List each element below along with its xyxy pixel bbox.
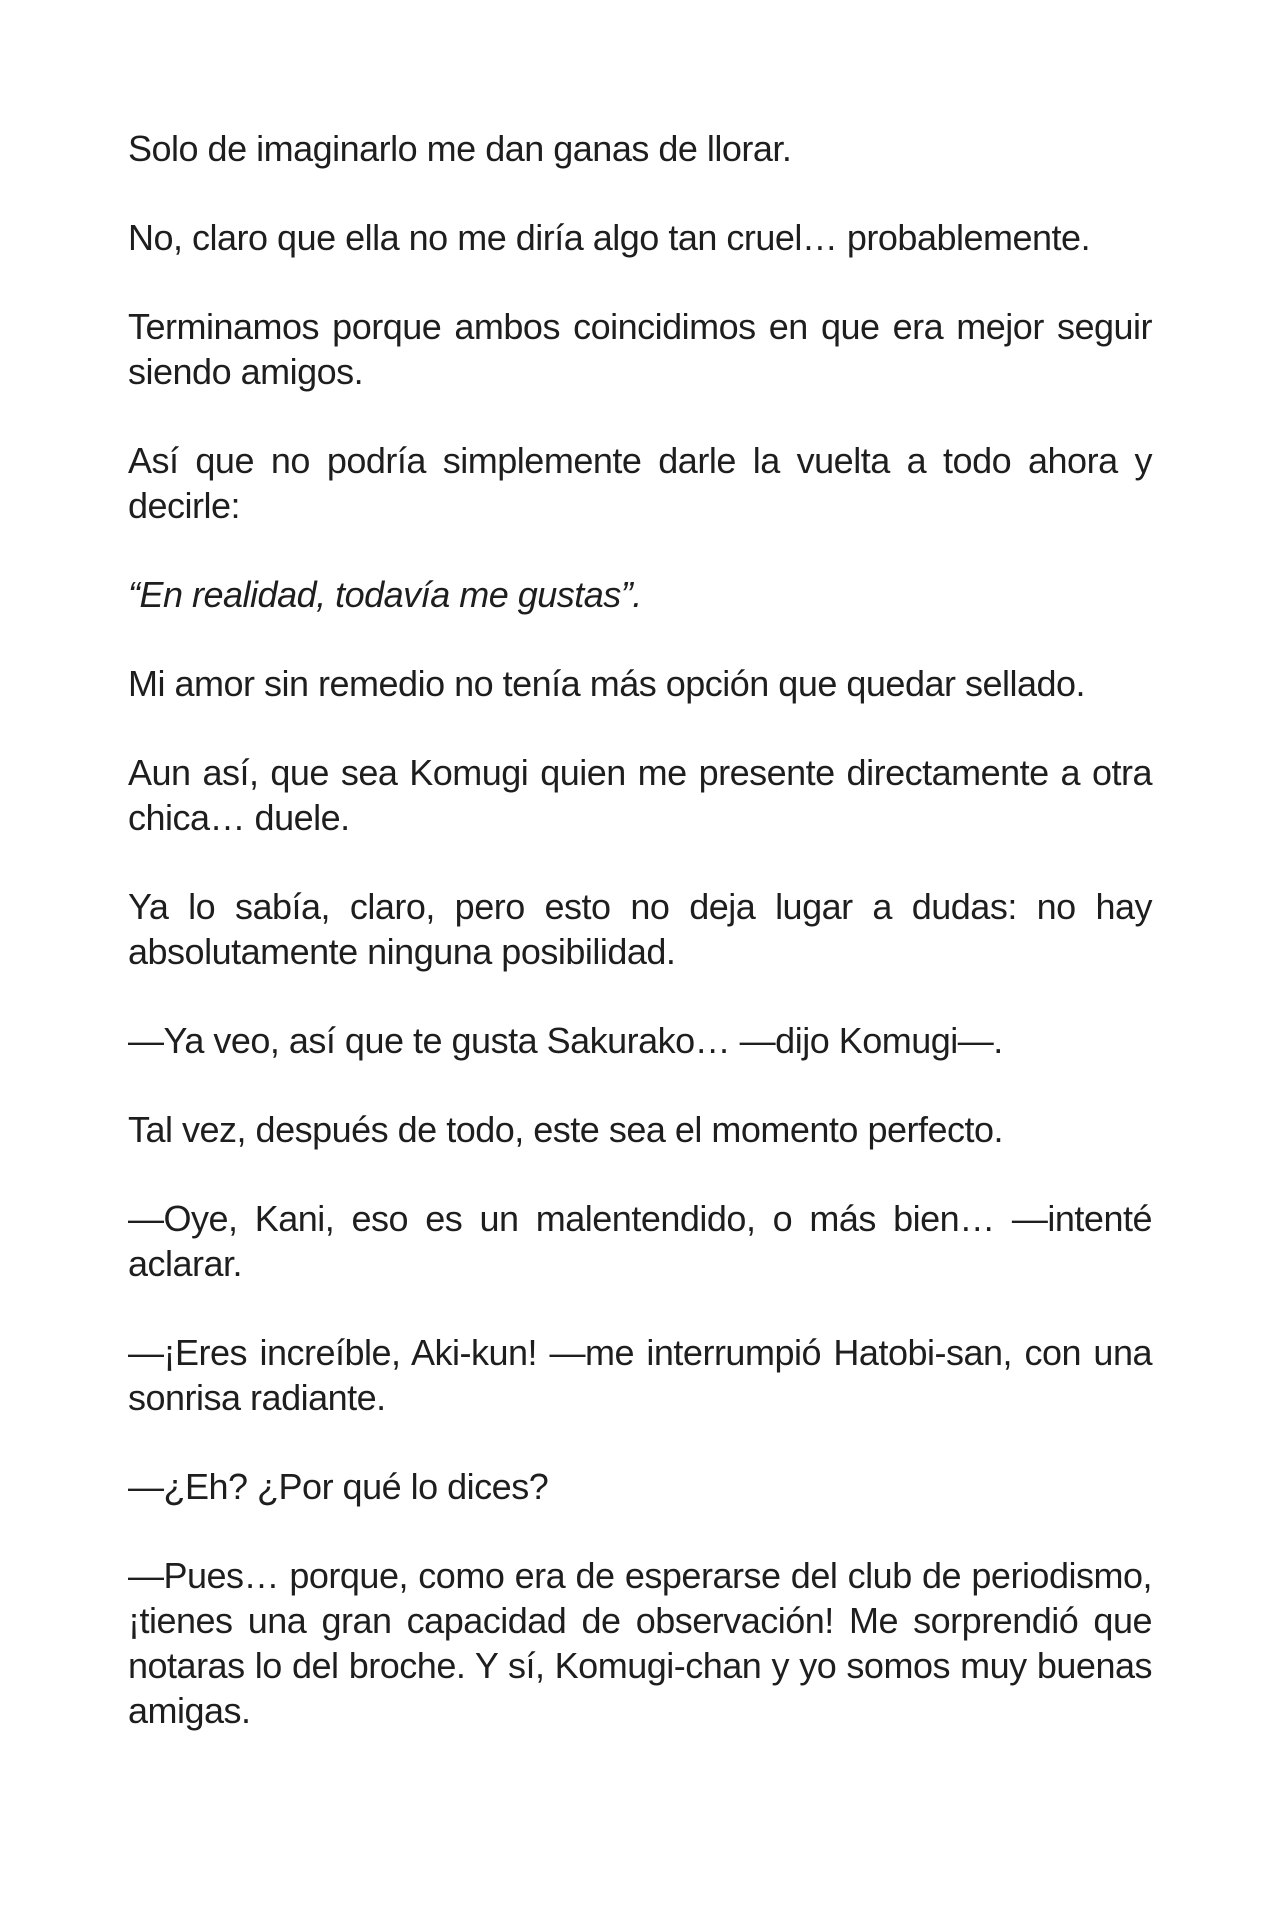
paragraph-14-dialogue: —Pues… porque, como era de esperarse del club de periodismo, ¡tienes una gran capacidad de observación! Me sorprendió que notaras lo del broche. Y sí, Komugi-chan y yo somos muy buenas amigas.: [128, 1555, 1152, 1731]
paragraph-4: Así que no podría simplemente darle la vuelta a todo ahora y decirle:: [128, 440, 1152, 526]
paragraph-13-dialogue: —¿Eh? ¿Por qué lo dices?: [128, 1466, 549, 1507]
paragraph-2: No, claro que ella no me diría algo tan cruel… probablemente.: [128, 217, 1091, 258]
paragraph-3: Terminamos porque ambos coincidimos en que era mejor seguir siendo amigos.: [128, 306, 1152, 392]
paragraph-11-dialogue: —Oye, Kani, eso es un malentendido, o más bien… —intenté aclarar.: [128, 1198, 1152, 1284]
paragraph-12-dialogue: —¡Eres increíble, Aki-kun! —me interrumpió Hatobi-san, con una sonrisa radiante.: [128, 1332, 1152, 1418]
paragraph-6: Mi amor sin remedio no tenía más opción que quedar sellado.: [128, 663, 1086, 704]
paragraph-1: Solo de imaginarlo me dan ganas de llorar.: [128, 128, 792, 169]
paragraph-9-dialogue: —Ya veo, así que te gusta Sakurako… —dijo Komugi—.: [128, 1020, 1003, 1061]
paragraph-8: Ya lo sabía, claro, pero esto no deja lugar a dudas: no hay absolutamente ninguna posibilidad.: [128, 886, 1152, 972]
paragraph-7: Aun así, que sea Komugi quien me presente directamente a otra chica… duele.: [128, 752, 1152, 838]
paragraph-5-quote: “En realidad, todavía me gustas”.: [128, 574, 642, 615]
paragraph-10: Tal vez, después de todo, este sea el momento perfecto.: [128, 1109, 1004, 1150]
